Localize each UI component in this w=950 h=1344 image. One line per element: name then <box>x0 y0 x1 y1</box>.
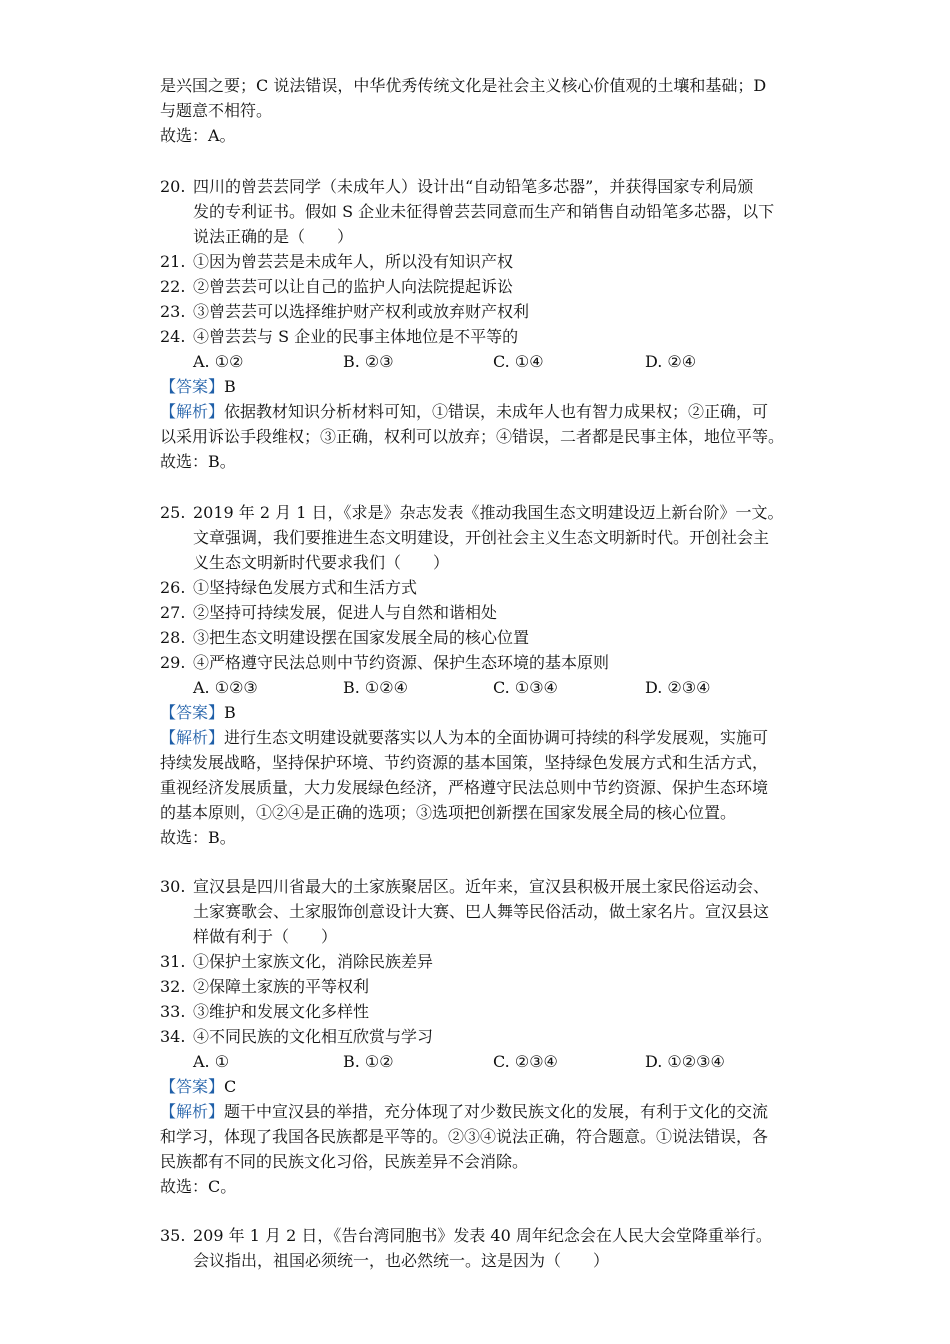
q20-analysis-line-2: 以采用诉讼手段维权；③正确，权利可以放弃；④错误，二者都是民事主体，地位平等。 <box>160 427 785 446</box>
option-a: A. ①②③ <box>193 678 258 697</box>
q35-stem-line-1: 35. 209 年 1 月 2 日，《告台湾同胞书》发表 40 周年纪念会在人民大会堂降重举行。 <box>160 1224 772 1248</box>
list-item: 22. ②曾芸芸可以让自己的监护人向法院提起诉讼 <box>160 277 514 296</box>
list-item: 27. ②坚持可持续发展，促进人与自然和谐相处 <box>160 603 498 622</box>
q25-analysis-line-2: 持续发展战略，坚持保护环境、节约资源的基本国策，坚持绿色发展方式和生活方式， <box>160 753 769 772</box>
q30-choice: 故选：C。 <box>160 1177 237 1196</box>
analysis-tag: 【解析】 <box>160 1102 225 1121</box>
intro-choice: 故选：A。 <box>160 126 236 145</box>
list-item: 31. ①保护土家族文化，消除民族差异 <box>160 952 434 971</box>
q25-analysis-line-3: 重视经济发展质量，大力发展绿色经济，严格遵守民法总则中节约资源、保护生态环境 <box>160 778 769 797</box>
option-d: D. ②④ <box>645 352 697 371</box>
option-c: C. ②③④ <box>493 1052 558 1071</box>
q25-analysis-line-4: 的基本原则，①②④是正确的选项；③选项把创新摆在国家发展全局的核心位置。 <box>160 803 737 822</box>
q30-number: 30. <box>160 877 186 896</box>
q20-stem-line-3: 说法正确的是（ ） <box>193 227 354 246</box>
q30-analysis-line-3: 民族都有不同的民族文化习俗，民族差异不会消除。 <box>160 1152 529 1171</box>
list-item: 23. ③曾芸芸可以选择维护财产权利或放弃财产权利 <box>160 302 530 321</box>
option-a: A. ① <box>193 1052 230 1071</box>
q35-number: 35. <box>160 1226 186 1245</box>
answer-tag: 【答案】 <box>160 1077 225 1096</box>
q20-answer: 【答案】B <box>160 377 236 396</box>
analysis-tag: 【解析】 <box>160 728 225 747</box>
list-item: 33. ③维护和发展文化多样性 <box>160 1002 370 1021</box>
q30-answer: 【答案】C <box>160 1077 237 1096</box>
option-a: A. ①② <box>193 352 244 371</box>
q30-analysis-line-1: 【解析】题干中宣汉县的举措，充分体现了对少数民族文化的发展，有利于文化的交流 <box>160 1102 769 1121</box>
q25-stem-line-1: 25. 2019 年 2 月 1 日，《求是》杂志发表《推动我国生态文明建设迈上新台阶》一文。 <box>160 501 784 525</box>
q20-choice: 故选：B。 <box>160 452 236 471</box>
answer-tag: 【答案】 <box>160 377 225 396</box>
list-item: 26. ①坚持绿色发展方式和生活方式 <box>160 578 418 597</box>
q20-stem-line-2: 发的专利证书。假如 S 企业未征得曾芸芸同意而生产和销售自动铅笔多芯器，以下 <box>193 202 775 221</box>
q20-stem-line-1: 20. 四川的曾芸芸同学（未成年人）设计出“自动铅笔多芯器”，并获得国家专利局颁 <box>160 175 753 199</box>
option-d: D. ①②③④ <box>645 1052 725 1071</box>
list-item: 24. ④曾芸芸与 S 企业的民事主体地位是不平等的 <box>160 327 519 346</box>
q30-stem-line-3: 样做有利于（ ） <box>193 927 338 946</box>
option-b: B. ①②④ <box>343 678 408 697</box>
q30-stem-line-2: 土家赛歌会、土家服饰创意设计大赛、巴人舞等民俗活动，做土家名片。宣汉县这 <box>193 902 770 921</box>
option-b: B. ②③ <box>343 352 394 371</box>
option-b: B. ①② <box>343 1052 394 1071</box>
q25-stem-line-2: 文章强调，我们要推进生态文明建设，开创社会主义生态文明新时代。开创社会主 <box>193 528 770 547</box>
list-item: 21. ①因为曾芸芸是未成年人，所以没有知识产权 <box>160 252 514 271</box>
list-item: 28. ③把生态文明建设摆在国家发展全局的核心位置 <box>160 628 530 647</box>
q25-stem-line-3: 义生态文明新时代要求我们（ ） <box>193 553 450 572</box>
q25-answer: 【答案】B <box>160 703 236 722</box>
list-item: 29. ④严格遵守民法总则中节约资源、保护生态环境的基本原则 <box>160 653 610 672</box>
intro-line-2: 与题意不相符。 <box>160 101 273 120</box>
q30-analysis-line-2: 和学习，体现了我国各民族都是平等的。②③④说法正确，符合题意。①说法错误，各 <box>160 1127 769 1146</box>
option-c: C. ①③④ <box>493 678 558 697</box>
intro-line-1: 是兴国之要；C 说法错误，中华优秀传统文化是社会主义核心价值观的土壤和基础；D <box>160 76 767 95</box>
analysis-tag: 【解析】 <box>160 402 225 421</box>
q20-number: 20. <box>160 177 186 196</box>
q30-stem-line-1: 30. 宣汉县是四川省最大的土家族聚居区。近年来，宣汉县积极开展土家民俗运动会、 <box>160 875 769 899</box>
q20-analysis-line-1: 【解析】依据教材知识分析材料可知，①错误，未成年人也有智力成果权；②正确，可 <box>160 402 769 421</box>
list-item: 34. ④不同民族的文化相互欣赏与学习 <box>160 1027 434 1046</box>
option-c: C. ①④ <box>493 352 544 371</box>
answer-tag: 【答案】 <box>160 703 225 722</box>
q25-choice: 故选：B。 <box>160 828 236 847</box>
q25-analysis-line-1: 【解析】进行生态文明建设就要落实以人为本的全面协调可持续的科学发展观，实施可 <box>160 728 769 747</box>
q25-number: 25. <box>160 503 186 522</box>
option-d: D. ②③④ <box>645 678 711 697</box>
q35-stem-line-2: 会议指出，祖国必须统一，也必然统一。这是因为（ ） <box>193 1251 610 1270</box>
list-item: 32. ②保障土家族的平等权利 <box>160 977 370 996</box>
